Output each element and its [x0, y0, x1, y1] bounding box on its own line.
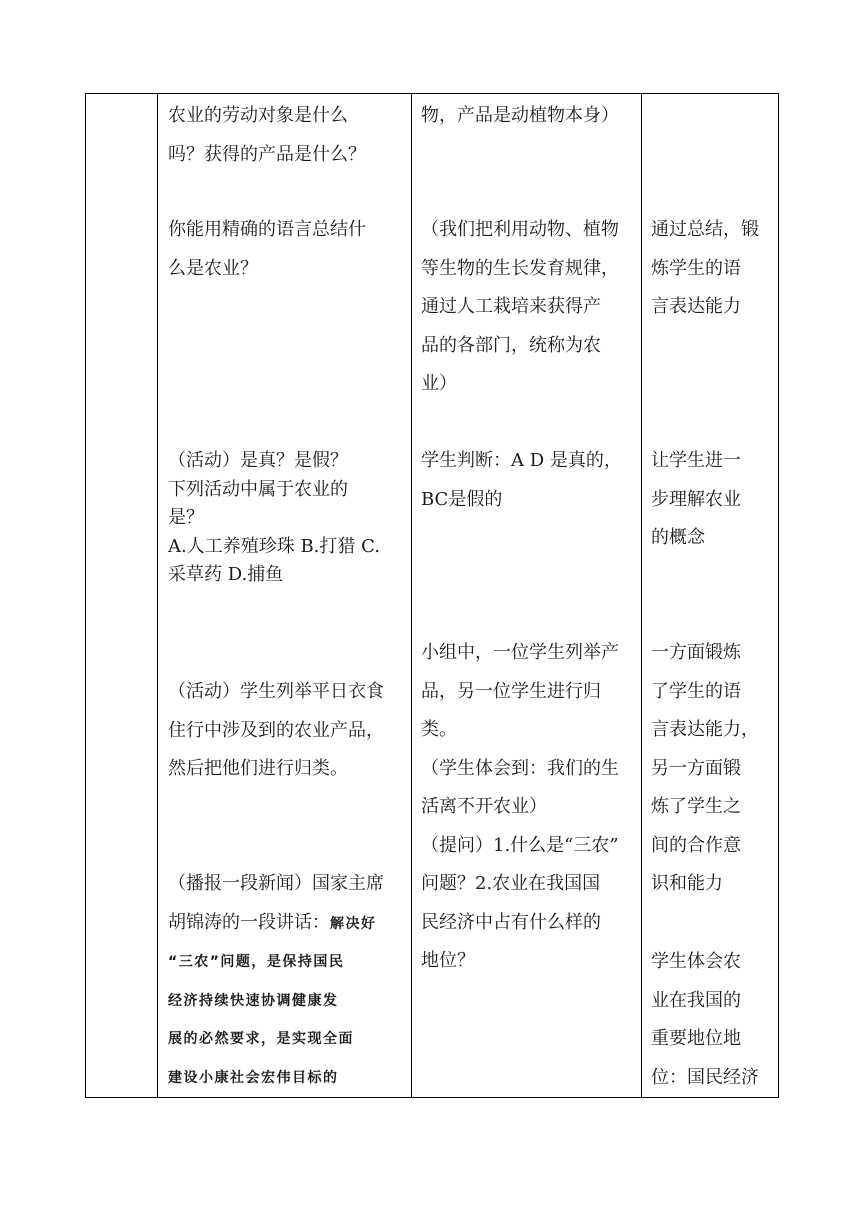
intent-understand-concept: 让学生进一 步理解农业 的概念	[651, 450, 741, 548]
question-summarize-agriculture: 你能用精确的语言总结什 么是农业？	[168, 219, 366, 279]
question-labor-object: 农业的劳动对象是什么 吗？获得的产品是什么？	[168, 105, 366, 165]
answer-group-work: 小组中，一位学生列举产 品，另一位学生进行归 类。 （学生体会到：我们的生 活离不开农业） （提问）1.什么是“三农” 问题？2.农业在我国国 民经济中占有什么样的 地位？	[421, 642, 619, 971]
lesson-plan-table	[85, 93, 779, 1098]
step-column-cell	[86, 94, 158, 1098]
table-row	[86, 94, 779, 1098]
design-intent-cell	[642, 94, 779, 1098]
news-broadcast: （播报一段新闻）国家主席 胡锦涛的一段讲话：解决好 “三农”问题，是保持国民 经济持续快速协调健康发 展的必然要求，是实现全面 建设小康社会宏伟目标的	[168, 873, 384, 1086]
activity-true-false: （活动）是真？是假？ 下列活动中属于农业的 是？ A.人工养殖珍珠 B.打猎 C. 采草药 D.捕鱼	[168, 450, 380, 585]
student-activity-cell	[412, 94, 642, 1098]
answer-student-judgment: 学生判断：A D 是真的， BC是假的	[421, 450, 622, 510]
intent-language-expression: 通过总结，锻 炼学生的语 言表达能力	[651, 219, 759, 317]
intent-cooperation: 一方面锻炼 了学生的语 言表达能力， 另一方面锻 炼了学生之 间的合作意 识和能力	[651, 642, 759, 894]
activity-list-products: （活动）学生列举平日衣食 住行中涉及到的农业产品， 然后把他们进行归类。	[168, 681, 384, 779]
answer-agriculture-definition: （我们把利用动物、植物 等生物的生长发育规律， 通过人工栽培来获得产 品的各部门，统称为农 业）	[421, 219, 619, 394]
teacher-activity-cell	[158, 94, 412, 1098]
intent-agriculture-status: 学生体会农 业在我国的 重要地位地 位：国民经济	[651, 951, 759, 1088]
answer-labor-object: 物，产品是动植物本身）	[421, 105, 619, 126]
